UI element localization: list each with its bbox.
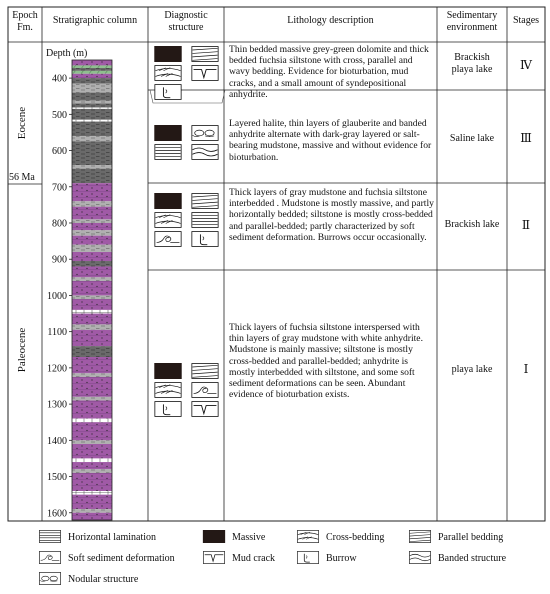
legend-label-burrow: Burrow	[326, 553, 357, 564]
column-layer-siltstone	[72, 462, 112, 469]
column-layer-siltstone	[72, 314, 112, 325]
column-layer-light_mudstone	[72, 397, 112, 401]
legend-label-soft-sediment-deformation: Soft sediment deformation	[68, 553, 175, 564]
column-layer-siltstone	[72, 377, 112, 397]
column-layer-mudstone	[72, 78, 112, 83]
header-formation-text: Fm.	[17, 21, 33, 33]
column-layer-siltstone	[72, 223, 112, 230]
column-layer-siltstone	[72, 266, 112, 277]
column-layer-light_mudstone	[72, 295, 112, 299]
column-layer-anhydrite	[72, 310, 112, 314]
header-epoch-text: Epoch	[12, 10, 38, 21]
column-layer-light_mudstone	[72, 277, 112, 281]
interval-iv-environment	[437, 52, 507, 76]
column-layer-light_mudstone	[72, 469, 112, 473]
depth-tick-label: 1600	[47, 508, 67, 520]
column-layer-mudstone	[72, 261, 112, 266]
parallel-bedding-icon	[409, 530, 430, 542]
header-structure-line1: Diagnostic	[164, 10, 208, 21]
depth-tick-label: 800	[52, 218, 67, 230]
interval-iii-environment	[437, 133, 507, 145]
depth-tick-label: 1500	[47, 472, 67, 484]
header-environment-line1: Sedimentary	[446, 10, 498, 21]
legend-label-banded-structure: Banded structure	[438, 553, 507, 564]
column-layer-light_mudstone	[72, 165, 112, 169]
column-layer-siltstone	[72, 281, 112, 295]
interval-iii-stage: Ⅲ	[520, 131, 532, 145]
epoch-label-eocene: Eocene	[16, 106, 28, 140]
cross-bedding-icon	[155, 383, 181, 398]
massive-icon	[154, 363, 181, 379]
column-layer-light_mudstone	[72, 509, 112, 513]
column-layer-mudstone	[72, 141, 112, 165]
interval-iii-description: Layered halite, thin layers of glauberite and banded anhydrite alternate with dark-gray layered or salt-bearing mudstone, massive and without evidence for bioturbation.	[229, 118, 432, 163]
column-layer-light_mudstone	[72, 324, 112, 329]
cross-bedding-icon	[155, 66, 181, 81]
diagnostic-structures	[154, 46, 218, 416]
column-layer-anhydrite	[72, 419, 112, 423]
mud-crack-icon	[192, 66, 218, 81]
depth-tick-label: 500	[52, 109, 67, 121]
column-layer-anhydrite	[72, 120, 112, 122]
interval-iv-env-line2: playa lake	[451, 64, 493, 75]
header-column	[42, 15, 148, 27]
nodular-structure-icon	[192, 126, 218, 141]
header-environment	[437, 10, 507, 33]
column-layer-anhydrite	[72, 107, 112, 109]
soft-sediment-deformation-icon	[155, 232, 181, 247]
interval-i-stage: Ⅰ	[523, 362, 529, 376]
soft-sediment-deformation-icon	[192, 383, 218, 398]
soft-sediment-deformation-icon	[39, 551, 60, 563]
parallel-bedding-icon	[192, 364, 218, 379]
horizontal-lamination-icon	[155, 145, 181, 160]
cross-bedding-icon	[155, 213, 181, 228]
depth-tick-label: 1000	[47, 290, 67, 302]
column-layer-light_mudstone	[72, 84, 112, 93]
epoch-label-paleocene: Paleocene	[16, 327, 28, 373]
header-epoch	[8, 10, 42, 33]
column-layer-siltstone	[72, 74, 112, 78]
column-layer-siltstone	[72, 495, 112, 509]
header-lithology-text: Lithology description	[287, 15, 374, 26]
mud-crack-icon	[192, 402, 218, 417]
depth-tick-label: 1300	[47, 399, 67, 411]
mud-crack-icon	[203, 551, 224, 563]
depth-axis-label: Depth (m)	[46, 48, 88, 59]
column-layer-siltstone	[72, 400, 112, 418]
interval-ii-env-line1: Brackish lake	[444, 219, 500, 230]
depth-ticks	[47, 74, 72, 520]
column-layer-siltstone	[72, 473, 112, 491]
interval-i-env-line1: playa lake	[451, 364, 493, 375]
legend-label-horizontal-lamination: Horizontal lamination	[68, 532, 157, 543]
depth-tick-label: 600	[52, 146, 67, 158]
massive-icon	[154, 46, 181, 62]
legend-label-massive: Massive	[232, 532, 266, 543]
legend-label-cross-bedding: Cross-bedding	[326, 532, 385, 543]
column-layer-siltstone	[72, 236, 112, 245]
depth-tick-label: 400	[52, 73, 67, 85]
header-stages	[507, 15, 545, 27]
legend-label-nodular-structure: Nodular structure	[68, 574, 139, 585]
horizontal-lamination-icon	[39, 530, 60, 542]
depth-tick-label: 1400	[47, 435, 67, 447]
interval-ii-environment	[437, 219, 507, 231]
column-layer-light_mudstone	[72, 136, 112, 141]
legend-label-mud-crack: Mud crack	[232, 553, 276, 564]
column-layer-light_mudstone	[72, 440, 112, 444]
column-layer-siltstone	[72, 299, 112, 310]
interval-ii-stage: Ⅱ	[521, 218, 531, 232]
column-layer-mudstone	[72, 93, 112, 101]
header-column-text: Stratigraphic column	[52, 15, 138, 26]
column-layer-dolomite	[72, 65, 112, 68]
banded-structure-icon	[409, 551, 430, 563]
column-layer-siltstone	[72, 183, 112, 201]
column-layer-light_mudstone	[72, 373, 112, 377]
column-layer-siltstone	[72, 513, 112, 520]
depth-tick-label: 1200	[47, 363, 67, 375]
interval-i-environment	[437, 364, 507, 376]
burrow-icon	[155, 402, 181, 417]
interval-iv-stage: Ⅳ	[520, 58, 532, 72]
column-layer-anhydrite	[72, 491, 112, 495]
column-layer-mudstone	[72, 103, 112, 107]
header-structure	[148, 10, 224, 33]
column-layer-siltstone	[72, 357, 112, 373]
interval-iii-env-line1: Saline lake	[449, 133, 495, 144]
header-environment-line2: environment	[446, 21, 498, 33]
header-structure-line2: structure	[168, 21, 204, 33]
massive-icon	[154, 193, 181, 209]
burrow-icon	[192, 232, 218, 247]
massive-icon	[154, 125, 181, 141]
column-layer-siltstone	[72, 207, 112, 220]
column-layer-mudstone	[72, 169, 112, 183]
column-layer-light_mudstone	[72, 201, 112, 206]
legend-label-parallel-bedding: Parallel bedding	[438, 532, 504, 543]
depth-tick-label: 1100	[47, 327, 67, 339]
depth-tick-label: 900	[52, 254, 67, 266]
header-lithology	[224, 15, 437, 27]
boundary-age-label: 56 Ma	[9, 172, 35, 183]
column-layer-mudstone	[72, 109, 112, 120]
interval-i-description: Thick layers of fuchsia siltstone interspersed with thin layers of gray mudstone with white anhydrite. Mudstone is mainly massive; siltstone is mostly cross-bedded and parallel-bedded; anhydrite is mostly interbedded with siltstone, and some soft sediment deformations can be seen. Abundant evidence of bioturbation exists.	[229, 322, 423, 401]
column-layer-siltstone	[72, 330, 112, 346]
column-layer-siltstone	[72, 444, 112, 458]
header-stages-text: Stages	[512, 15, 540, 26]
interval-iv-description: Thin bedded massive grey-green dolomite and thick bedded fuchsia siltstone with cross, parallel and wavy bedding. Evidence for bioturbation, mud cracks, and a small amount of syndepositional anhydrite.	[229, 44, 429, 100]
column-layer-light_mudstone	[72, 101, 112, 104]
stratigraphic-column	[72, 60, 112, 520]
interval-ii-description: Thick layers of gray mudstone and fuchsia siltstone interbedded . Mudstone is mostly massive, and partly horizontally bedded; siltstone is mostly cross-bedded and parallel-bedded; partly characterized by soft sediment deformation. Burrows occur occasionally.	[229, 187, 434, 243]
column-layer-dolomite	[72, 71, 112, 74]
horizontal-lamination-icon	[192, 213, 218, 228]
column-layer-light_mudstone	[72, 219, 112, 223]
column-layer-siltstone	[72, 60, 112, 65]
burrow-icon	[155, 85, 181, 100]
banded-structure-icon	[192, 145, 218, 160]
burrow-icon	[297, 551, 318, 563]
column-layer-mudstone	[72, 346, 112, 357]
column-layer-mudstone	[72, 122, 112, 136]
column-layer-mudstone	[72, 68, 112, 71]
column-layer-siltstone	[72, 422, 112, 440]
column-layer-siltstone	[72, 252, 112, 261]
parallel-bedding-icon	[192, 194, 218, 209]
parallel-bedding-icon	[192, 47, 218, 62]
column-layer-light_mudstone	[72, 230, 112, 235]
nodular-structure-icon	[39, 572, 60, 584]
cross-bedding-icon	[297, 530, 318, 542]
depth-tick-label: 700	[52, 182, 67, 194]
massive-icon	[203, 530, 225, 543]
column-layer-light_mudstone	[72, 245, 112, 252]
column-layer-anhydrite	[72, 458, 112, 462]
interval-iv-env-line1: Brackish	[454, 52, 490, 63]
